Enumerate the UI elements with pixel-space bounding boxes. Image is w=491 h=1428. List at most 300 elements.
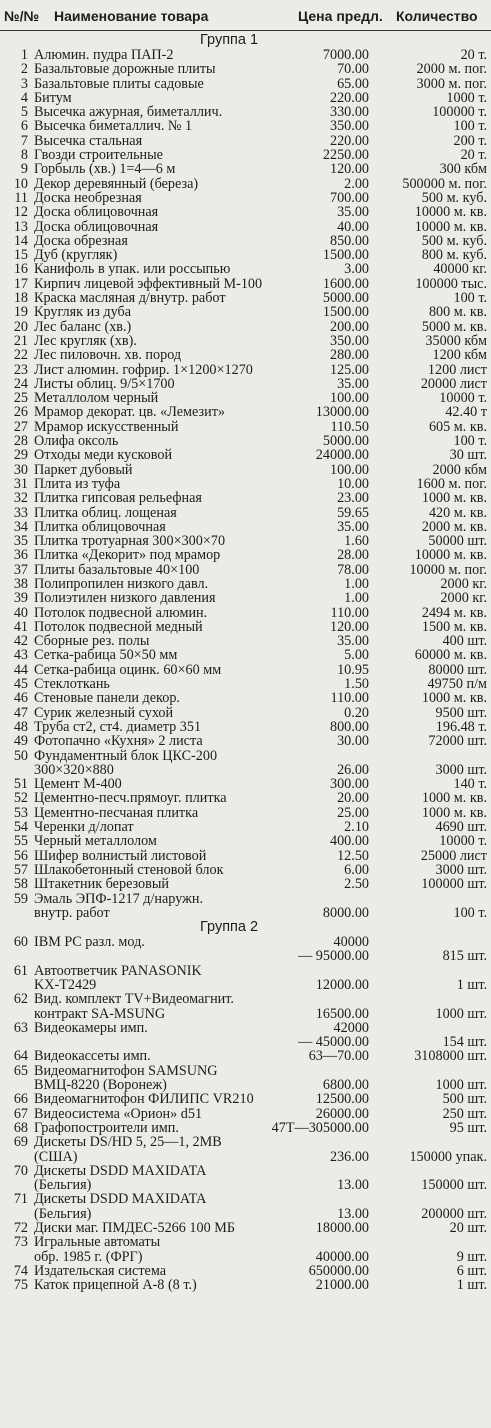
item-number: 6 (20, 118, 28, 135)
item-price: 21000.00 (315, 1277, 369, 1294)
table-row (0, 1278, 491, 1292)
item-price: 300.00 (329, 776, 369, 793)
item-quantity: 150000 шт. (421, 1177, 487, 1194)
item-quantity: 80000 шт. (428, 661, 487, 678)
item-name: (США) (34, 1148, 78, 1165)
item-number: 73 (13, 1234, 28, 1251)
item-name: Алюмин. пудра ПАП-2 (34, 47, 174, 63)
table-row (0, 62, 491, 76)
table-row (0, 1164, 491, 1178)
item-number: 1 (20, 47, 28, 63)
item-number: 58 (13, 876, 28, 893)
item-quantity: 2000 кбм (432, 461, 487, 478)
item-name: Стеклоткань (34, 676, 110, 693)
item-quantity: 42.40 т (445, 404, 487, 421)
item-name: Дискеты DS/HD 5, 25—1, 2МВ (34, 1134, 222, 1151)
item-quantity: 500 шт. (442, 1091, 487, 1108)
item-quantity: 10000 м. кв. (414, 204, 487, 221)
item-name: KX-T2429 (34, 977, 97, 993)
item-quantity: 1000 шт. (435, 1005, 487, 1022)
item-name: Видеосистема «Орион» d51 (34, 1105, 203, 1122)
item-name: Потолок подвесной алюмин. (34, 604, 208, 621)
item-name: Доска облицовочная (34, 204, 159, 221)
item-name: обр. 1985 г. (ФРГ) (34, 1248, 143, 1265)
table-row (0, 405, 491, 419)
item-quantity: 30 шт. (449, 447, 487, 464)
item-name: Канифоль в упак. или россыпью (34, 261, 231, 278)
table-row (0, 291, 491, 305)
item-quantity: 50000 шт. (428, 533, 487, 550)
item-price: 100.00 (329, 461, 369, 478)
item-number: 4 (20, 89, 28, 106)
item-name: 300×320×880 (34, 761, 114, 778)
item-price: 400.00 (329, 833, 369, 850)
item-number: 33 (13, 504, 28, 521)
item-price: 35.00 (337, 633, 369, 650)
item-name: Битум (34, 89, 72, 106)
item-price: 5000.00 (322, 433, 369, 450)
item-name: Вид. комплект TV+Видеомагнит. (34, 991, 234, 1008)
table-row (0, 134, 491, 148)
item-quantity: 25000 лист (420, 847, 487, 864)
item-price: 280.00 (329, 347, 369, 364)
item-number: 7 (20, 132, 28, 149)
item-number: 24 (13, 375, 28, 392)
table-row (0, 577, 491, 591)
table-row (0, 234, 491, 248)
item-name: контракт SA-MSUNG (34, 1005, 166, 1022)
item-number: 15 (13, 247, 28, 264)
item-number: 74 (13, 1262, 28, 1279)
item-name: Листы облиц. 9/5×1700 (34, 375, 175, 392)
table-row (0, 663, 491, 677)
item-quantity: 60000 м. кв. (414, 647, 487, 664)
table-row (0, 749, 491, 763)
item-quantity: 10000 т. (439, 390, 487, 407)
item-name: Доска облицовочная (34, 218, 159, 235)
item-quantity: 1 шт. (456, 1277, 487, 1294)
item-quantity: 1600 м. пог. (416, 475, 487, 492)
item-number: 40 (13, 604, 28, 621)
item-price: 10.95 (337, 661, 369, 678)
table-header (0, 0, 491, 31)
item-quantity: 250 шт. (442, 1105, 487, 1122)
item-number: 49 (13, 733, 28, 750)
item-name: Издательская система (34, 1262, 166, 1279)
item-quantity: 100000 т. (432, 104, 487, 121)
item-price: 78.00 (337, 561, 369, 578)
item-number: 50 (13, 747, 28, 764)
item-number: 12 (13, 204, 28, 221)
item-price: 24000.00 (315, 447, 369, 464)
item-price: 120.00 (329, 161, 369, 178)
group-title-text: Группа 2 (200, 919, 259, 936)
item-quantity: 100000 тыс. (415, 275, 487, 292)
item-quantity: 10000 т. (439, 833, 487, 850)
item-name: Сетка-рабица 50×50 мм (34, 647, 178, 664)
table-row (0, 305, 491, 319)
table-row (0, 677, 491, 691)
item-price: 1.00 (344, 575, 369, 592)
item-name: Сетка-рабица оцинк. 60×60 мм (34, 661, 222, 678)
item-name: Каток прицепной А-8 (8 т.) (34, 1277, 197, 1294)
item-name: Видеомагнитофон ФИЛИПС VR210 (34, 1091, 254, 1108)
item-price: 12.50 (337, 847, 369, 864)
item-name: Декор деревянный (береза) (34, 175, 199, 192)
item-quantity: 100 т. (453, 118, 487, 135)
item-name: Штакетник березовый (34, 876, 169, 893)
item-price: 110.00 (330, 690, 369, 707)
item-name: Доска необрезная (34, 189, 142, 206)
item-price: 236.00 (329, 1148, 369, 1165)
table-row (0, 119, 491, 133)
table-row (0, 1078, 491, 1092)
item-name: Дискеты DSDD MAXIDATA (34, 1162, 207, 1179)
item-price: 40000.00 (315, 1248, 369, 1265)
table-row (0, 1178, 491, 1192)
item-name: Автоответчик PANASONIK (34, 962, 202, 979)
item-quantity: 72000 шт. (428, 733, 487, 750)
table-row (0, 1007, 491, 1021)
item-price: 12500.00 (315, 1091, 369, 1108)
item-name: (Бельгия) (34, 1177, 92, 1194)
item-name: Потолок подвесной медный (34, 618, 203, 635)
item-price: 1500.00 (322, 304, 369, 321)
table-row (0, 949, 491, 963)
item-number: 29 (13, 447, 28, 464)
item-price: 12000.00 (315, 977, 369, 993)
item-name: Плита из туфа (34, 475, 121, 492)
item-quantity: 1200 кбм (432, 347, 487, 364)
item-number: 39 (13, 590, 28, 607)
item-name: Цементно-песчаная плитка (34, 804, 199, 821)
table-row (0, 1221, 491, 1235)
item-price: 65.00 (337, 75, 369, 92)
table-row (0, 791, 491, 805)
item-price: 350.00 (329, 118, 369, 135)
table-row (0, 892, 491, 906)
item-name: Краска масляная д/внутр. работ (34, 290, 226, 307)
item-quantity: 2000 м. кв. (421, 518, 487, 535)
item-quantity: 20 т. (460, 47, 487, 63)
item-quantity: 20 шт. (449, 1220, 487, 1237)
item-number: 11 (14, 189, 28, 206)
item-quantity: 1000 м. кв. (421, 804, 487, 821)
item-name: Цементно-песч.прямоуг. плитка (34, 790, 227, 807)
item-quantity: 400 шт. (442, 633, 487, 650)
item-name: Доска обрезная (34, 232, 128, 249)
table-row (0, 591, 491, 605)
item-price: 2.10 (344, 819, 369, 836)
item-price: 330.00 (329, 104, 369, 121)
table-row (0, 191, 491, 205)
item-price: 2250.00 (322, 147, 369, 164)
table-row (0, 1135, 491, 1149)
item-number: 61 (13, 962, 28, 979)
item-quantity: 5000 м. кв. (421, 318, 487, 335)
item-quantity: 2000 м. пог. (416, 61, 487, 78)
item-number: 68 (13, 1119, 28, 1136)
item-quantity: 154 шт. (442, 1034, 487, 1051)
item-price: 13.00 (337, 1205, 369, 1222)
item-quantity: 500 м. куб. (421, 232, 487, 249)
item-price: 59.65 (337, 504, 369, 521)
item-quantity: 35000 кбм (425, 332, 487, 349)
table-row (0, 48, 491, 62)
item-number: 42 (13, 633, 28, 650)
item-number: 20 (13, 318, 28, 335)
item-name: Высечка ажурная, биметаллич. (34, 104, 223, 121)
item-quantity: 20000 лист (420, 375, 487, 392)
item-price: 47Т—305000.00 (271, 1119, 369, 1136)
item-name: Сурик железный сухой (34, 704, 174, 721)
item-number: 14 (13, 232, 28, 249)
item-number: 17 (13, 275, 28, 292)
item-price: 3.00 (344, 261, 369, 278)
item-name: Видеокассеты имп. (34, 1048, 151, 1065)
item-name: Плитка облиц. лощеная (34, 504, 177, 521)
item-number: 34 (13, 518, 28, 535)
item-price: 2.50 (344, 876, 369, 893)
item-name: Дуб (кругляк) (34, 247, 118, 264)
table-row (0, 877, 491, 891)
table-row (0, 491, 491, 505)
item-number: 55 (13, 833, 28, 850)
item-price: 13000.00 (315, 404, 369, 421)
table-row (0, 978, 491, 992)
item-number: 62 (13, 991, 28, 1008)
table-row (0, 648, 491, 662)
item-quantity: 100 т. (453, 290, 487, 307)
item-price: 63—70.00 (308, 1048, 369, 1065)
item-number: 64 (13, 1048, 28, 1065)
item-name: Черенки д/лопат (34, 819, 134, 836)
item-number: 45 (13, 676, 28, 693)
item-name: Стеновые панели декор. (34, 690, 180, 707)
table-row (0, 1092, 491, 1106)
item-quantity: 100000 шт. (421, 876, 487, 893)
item-price: 0.20 (344, 704, 369, 721)
item-number: 72 (13, 1220, 28, 1237)
item-name: Плиты базальтовые 40×100 (34, 561, 200, 578)
item-name: Видеокамеры имп. (34, 1019, 148, 1036)
item-quantity: 95 шт. (449, 1119, 487, 1136)
table-row (0, 1035, 491, 1049)
item-quantity: 9 шт. (456, 1248, 487, 1265)
item-price: 120.00 (329, 618, 369, 635)
item-number: 65 (13, 1062, 28, 1079)
table-row (0, 105, 491, 119)
item-quantity: 40000 кг. (433, 261, 487, 278)
item-price: 700.00 (329, 189, 369, 206)
item-price: 7000.00 (322, 47, 369, 63)
item-price: 1500.00 (322, 247, 369, 264)
item-name: Базальтовые дорожные плиты (34, 61, 216, 78)
item-name: Мрамор декорат. цв. «Лемезит» (34, 404, 225, 421)
item-number: 9 (20, 161, 28, 178)
item-name: Высечка стальная (34, 132, 143, 149)
group-title-text: Группа 1 (200, 32, 259, 48)
item-quantity: 200 т. (453, 132, 487, 149)
item-name: Паркет дубовый (34, 461, 133, 478)
item-number: 44 (13, 661, 28, 678)
table-row (0, 734, 491, 748)
table-row (0, 1121, 491, 1135)
item-quantity: 3000 шт. (435, 761, 487, 778)
table-row (0, 606, 491, 620)
item-number: 28 (13, 433, 28, 450)
item-number: 53 (13, 804, 28, 821)
item-price: 2.00 (344, 175, 369, 192)
item-number: 22 (13, 347, 28, 364)
item-quantity: 1000 м. кв. (421, 690, 487, 707)
item-number: 19 (13, 304, 28, 321)
item-number: 35 (13, 533, 28, 550)
table-row (0, 906, 491, 920)
table-row (0, 334, 491, 348)
table-row (0, 992, 491, 1006)
item-price: 1.50 (344, 676, 369, 693)
item-price: 5000.00 (322, 290, 369, 307)
item-number: 51 (13, 776, 28, 793)
item-number: 30 (13, 461, 28, 478)
item-price: 1600.00 (322, 275, 369, 292)
item-price: — 95000.00 (298, 948, 369, 965)
table-row (0, 520, 491, 534)
item-quantity: 1 шт. (456, 977, 487, 993)
item-quantity: 500 м. куб. (421, 189, 487, 206)
item-quantity: 1000 т. (446, 89, 487, 106)
item-quantity: 420 м. кв. (428, 504, 487, 521)
item-price: 110.00 (330, 604, 369, 621)
item-name: Игральные автоматы (34, 1234, 161, 1251)
item-quantity: 100 т. (453, 904, 487, 921)
table-row (0, 1250, 491, 1264)
item-number: 31 (13, 475, 28, 492)
item-number: 8 (20, 147, 28, 164)
item-name: Плитка облицовочная (34, 518, 166, 535)
item-number: 3 (20, 75, 28, 92)
item-quantity: 9500 шт. (435, 704, 487, 721)
item-price: 23.00 (337, 490, 369, 507)
table-row (0, 863, 491, 877)
table-row (0, 1207, 491, 1221)
item-price: 350.00 (329, 332, 369, 349)
item-name: Шифер волнистый листовой (34, 847, 207, 864)
item-number: 46 (13, 690, 28, 707)
item-price: 13.00 (337, 1177, 369, 1194)
item-number: 37 (13, 561, 28, 578)
item-price: 16500.00 (315, 1005, 369, 1022)
item-quantity: 1000 м. кв. (421, 790, 487, 807)
table-row (0, 1235, 491, 1249)
item-name: Лес баланс (хв.) (34, 318, 132, 335)
item-quantity: 6 шт. (456, 1262, 487, 1279)
item-number: 26 (13, 404, 28, 421)
table-row (0, 534, 491, 548)
item-number: 71 (13, 1191, 28, 1208)
item-quantity: 1200 лист (427, 361, 487, 378)
item-number: 21 (13, 332, 28, 349)
item-number: 48 (13, 718, 28, 735)
item-number: 41 (13, 618, 28, 635)
table-row (0, 634, 491, 648)
item-name: Фундаментный блок ЦКС-200 (34, 747, 218, 764)
item-name: ВМЦ-8220 (Воронеж) (34, 1077, 167, 1094)
item-price: 35.00 (337, 518, 369, 535)
item-quantity: 10000 м. кв. (414, 547, 487, 564)
group-title (0, 33, 491, 48)
table-row (0, 348, 491, 362)
item-name: Полипропилен низкого давл. (34, 575, 209, 592)
table-row (0, 720, 491, 734)
table-row (0, 177, 491, 191)
table-row (0, 277, 491, 291)
table-row (0, 377, 491, 391)
item-price: 35.00 (337, 375, 369, 392)
item-name: Горбыль (хв.) 1=4—6 м (34, 161, 176, 178)
item-quantity: 140 т. (453, 776, 487, 793)
group-title (0, 920, 491, 935)
item-number: 36 (13, 547, 28, 564)
table-row (0, 563, 491, 577)
table-row (0, 849, 491, 863)
item-price: 850.00 (329, 232, 369, 249)
table-row (0, 691, 491, 705)
item-quantity: 1000 м. кв. (421, 490, 487, 507)
item-price: 40000 (333, 934, 369, 951)
table-row (0, 506, 491, 520)
item-name: внутр. работ (34, 904, 110, 921)
item-number: 27 (13, 418, 28, 435)
item-name: Гвозди строительные (34, 147, 163, 164)
item-number: 32 (13, 490, 28, 507)
table-row (0, 320, 491, 334)
item-name: Фотопачно «Кухня» 2 листа (34, 733, 203, 750)
item-number: 47 (13, 704, 28, 721)
item-quantity: 605 м. кв. (428, 418, 487, 435)
item-quantity: 3000 м. пог. (416, 75, 487, 92)
table-row (0, 1021, 491, 1035)
header-price: Цена предл. (298, 8, 383, 24)
item-number: 70 (13, 1162, 28, 1179)
item-price: 25.00 (337, 804, 369, 821)
table-row (0, 91, 491, 105)
table-row (0, 477, 491, 491)
item-number: 75 (13, 1277, 28, 1294)
item-number: 69 (13, 1134, 28, 1151)
item-name: Металлолом черный (34, 390, 159, 407)
table-row (0, 148, 491, 162)
item-quantity: 4690 шт. (435, 819, 487, 836)
item-name: Кругляк из дуба (34, 304, 131, 321)
item-number: 13 (13, 218, 28, 235)
item-name: Шлакобетонный стеновой блок (34, 861, 224, 878)
item-quantity: 500000 м. пог. (402, 175, 487, 192)
item-quantity: 100 т. (453, 433, 487, 450)
item-name: Высечка биметаллич. № 1 (34, 118, 193, 135)
item-price: 220.00 (329, 89, 369, 106)
item-price: 26.00 (337, 761, 369, 778)
item-name: Лес кругляк (хв). (34, 332, 137, 349)
item-name: Черный металлолом (34, 833, 157, 850)
item-price: 26000.00 (315, 1105, 369, 1122)
item-price: 200.00 (329, 318, 369, 335)
item-name: Графопостроители имп. (34, 1119, 179, 1136)
item-number: 63 (13, 1019, 28, 1036)
item-number: 2 (20, 61, 28, 78)
table-row (0, 1192, 491, 1206)
